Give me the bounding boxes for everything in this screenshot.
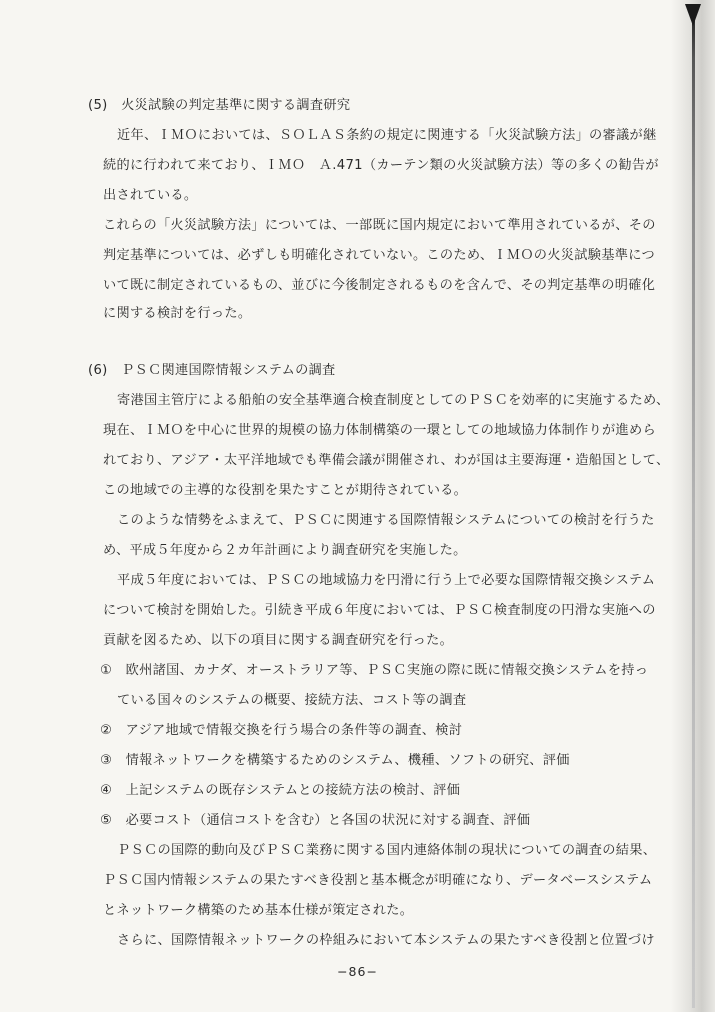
section-5-line: 出されている。	[103, 188, 198, 203]
page-number: −86−	[337, 964, 378, 979]
section-6-line: 現在、ＩＭＯを中心に世界的規模の協力体制構築の一環としての地域協力体制作りが進めら	[103, 423, 656, 438]
binding-line	[692, 8, 695, 1008]
section-5-line: 判定基準については、必ずしも明確化されていない。このため、ＩＭＯの火災試験基準につ	[103, 248, 655, 263]
list-item: ④ 上記システムの既存システムとの接続方法の検討、評価	[100, 783, 461, 798]
section-5-line: 近年、ＩＭＯにおいては、ＳＯＬＡＳ条約の規定に関連する「火災試験方法」の審議が継	[117, 128, 657, 143]
list-item: ② アジア地域で情報交換を行う場合の条件等の調査、検討	[100, 723, 463, 738]
list-item: ③ 情報ネットワークを構築するためのシステム、機種、ソフトの研究、評価	[100, 753, 570, 768]
list-item: ① 欧州諸国、カナダ、オーストラリア等、ＰＳＣ実施の際に既に情報交換システムを持っ	[100, 663, 649, 678]
section-6-line: このような情勢をふまえて、ＰＳＣに関連する国際情報システムについての検討を行うた	[117, 513, 655, 528]
section-5-line: 続的に行われて来ており、ＩＭＯ Ａ.471（カーテン類の火災試験方法）等の多くの勧告が	[103, 158, 659, 173]
section-6-closing-line: さらに、国際情報ネットワークの枠組みにおいて本システムの果たすべき役割と位置づけ	[117, 933, 655, 948]
list-item-continuation: ている国々のシステムの概要、接続方法、コスト等の調査	[117, 693, 467, 708]
section-6-line: 貢献を図るため、以下の項目に関する調査研究を行った。	[103, 633, 454, 648]
binding-mark	[685, 4, 701, 26]
section-6-line: れており、アジア・太平洋地域でも準備会議が開催され、わが国は主要海運・造船国として、	[103, 453, 670, 468]
section-6-closing-line: ＰＳＣの国際的動向及びＰＳＣ業務に関する国内連絡体制の現状についての調査の結果、	[117, 843, 657, 858]
section-6-heading: (6) ＰＳＣ関連国際情報システムの調査	[88, 363, 336, 378]
list-item: ⑤ 必要コスト（通信コストを含む）と各国の状況に対する調査、評価	[100, 813, 531, 828]
section-6-line: 平成５年度においては、ＰＳＣの地域協力を円滑に行う上で必要な国際情報交換システム	[117, 573, 656, 588]
section-6-closing-line: ＰＳＣ国内情報システムの果たすべき役割と基本概念が明確になり、データベースシステム	[103, 873, 653, 888]
section-5-line: に関する検討を行った。	[103, 306, 252, 321]
section-6-line: 寄港国主管庁による船舶の安全基準適合検査制度としてのＰＳＣを効率的に実施するため、	[117, 393, 670, 408]
section-5-line: これらの「火災試験方法」については、一部既に国内規定において準用されているが、その	[103, 218, 656, 233]
section-6-line: め、平成５年度から２カ年計画により調査研究を実施した。	[103, 543, 467, 558]
section-6-line: について検討を開始した。引続き平成６年度においては、ＰＳＣ検査制度の円滑な実施への	[103, 603, 656, 618]
section-5-heading: (5) 火災試験の判定基準に関する調査研究	[88, 98, 351, 113]
section-6-closing-line: とネットワーク構築のため基本仕様が策定された。	[103, 903, 414, 918]
section-6-line: この地域での主導的な役割を果たすことが期待されている。	[103, 483, 468, 498]
section-5-line: いて既に制定されているもの、並びに今後制定されるものを含んで、その判定基準の明確化	[103, 278, 656, 293]
